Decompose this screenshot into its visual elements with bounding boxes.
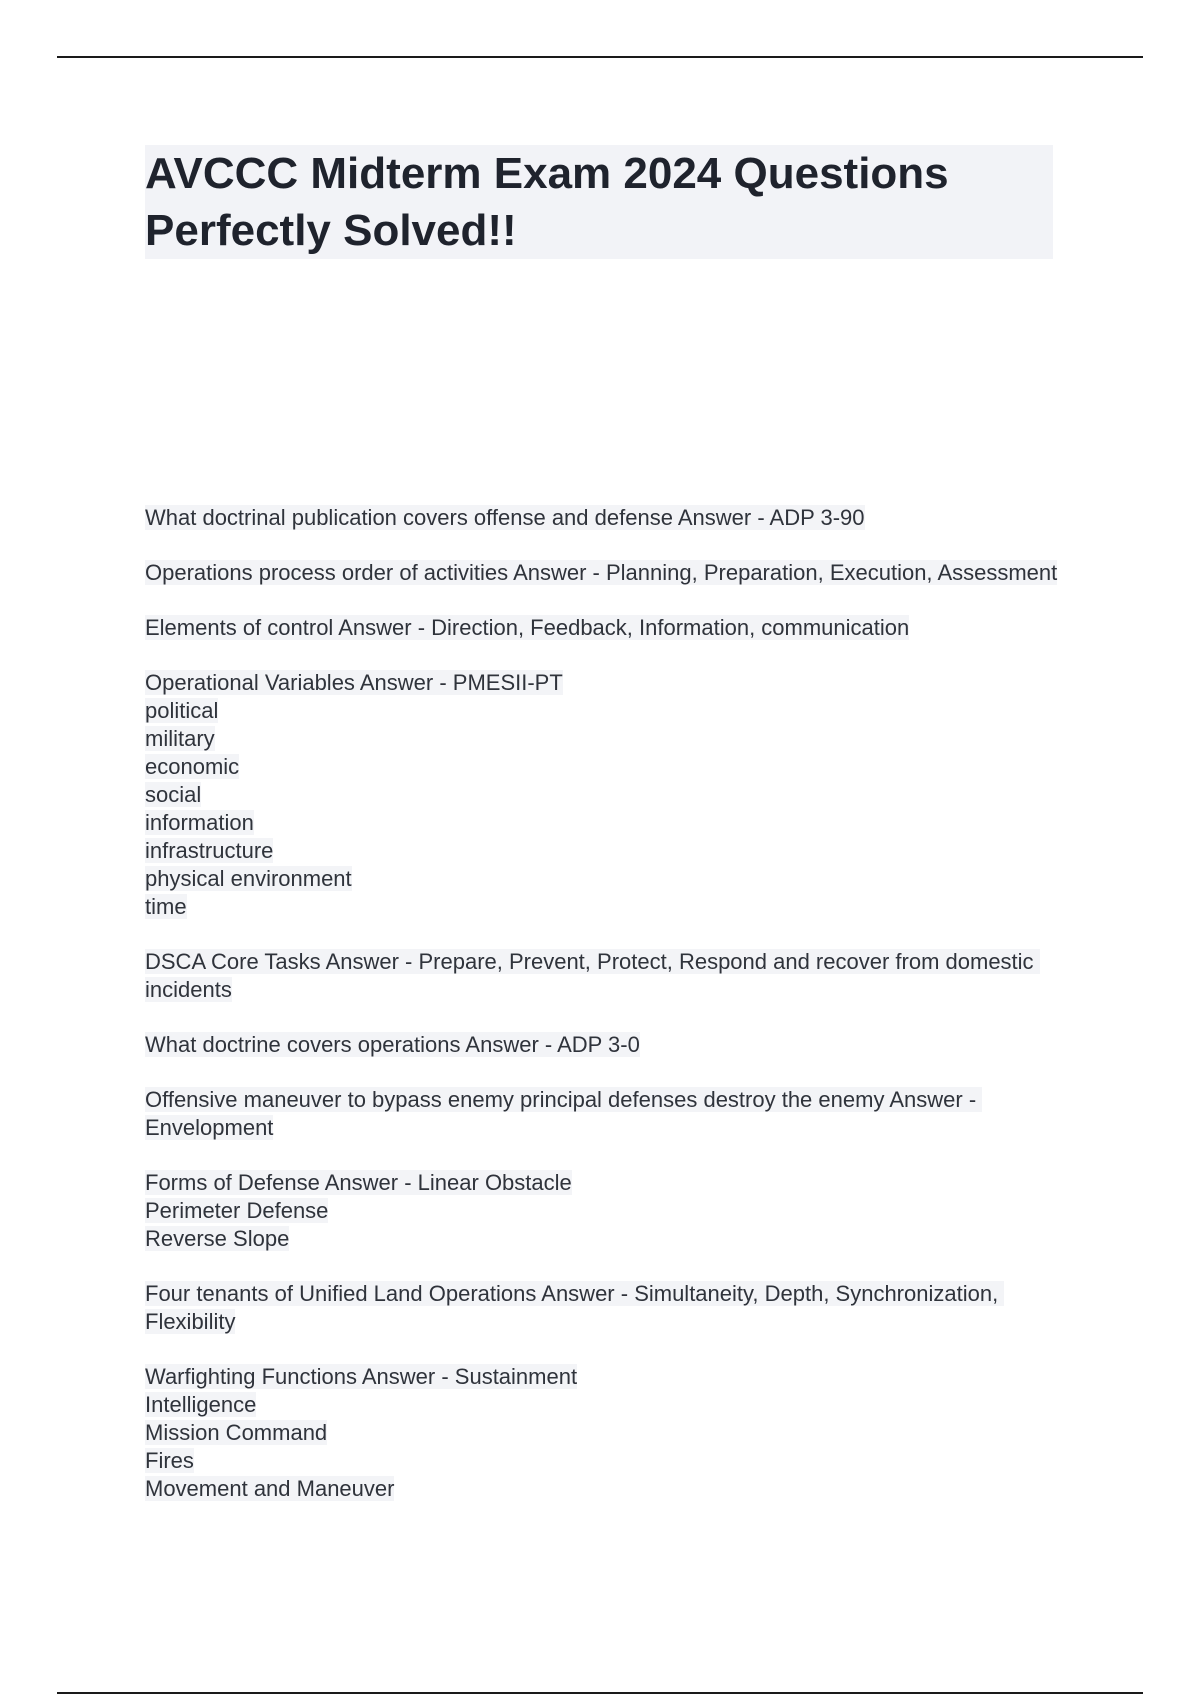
answer-list-item-text: physical environment xyxy=(145,866,352,891)
answer-list-item xyxy=(145,865,1085,893)
answer-text: Envelopment xyxy=(145,1115,274,1140)
answer-list-item-text: Perimeter Defense xyxy=(145,1198,329,1223)
answer-list-item-text: economic xyxy=(145,754,240,779)
qa-main-line xyxy=(145,1364,577,1389)
bottom-rule xyxy=(57,1692,1143,1694)
question-text: Warfighting Functions xyxy=(145,1364,357,1389)
answer-text: Sustainment xyxy=(454,1364,578,1389)
answer-text: Linear Obstacle xyxy=(417,1170,572,1195)
qa-item xyxy=(145,1363,1085,1503)
qa-item xyxy=(145,1280,1085,1336)
title-line-2: Perfectly Solved!! xyxy=(145,206,517,255)
answer-text: ADP 3-90 xyxy=(769,505,865,530)
question-text: DSCA Core Tasks xyxy=(145,949,321,974)
answer-list-item xyxy=(145,753,1085,781)
question-text: Elements of control xyxy=(145,615,334,640)
answer-list-item-text: political xyxy=(145,698,219,723)
answer-list-item xyxy=(145,809,1085,837)
qa-main-line xyxy=(145,670,563,695)
top-rule xyxy=(57,56,1143,58)
question-text: What doctrine covers operations xyxy=(145,1032,461,1057)
answer-label: Answer - xyxy=(324,1170,418,1195)
title-line-1: AVCCC Midterm Exam 2024 Questions xyxy=(145,149,949,198)
qa-main-line xyxy=(145,560,1057,585)
qa-item xyxy=(145,559,1085,587)
answer-list xyxy=(145,1391,1085,1503)
qa-main-line xyxy=(145,615,909,640)
answer-label: Answer - xyxy=(361,1364,455,1389)
question-text: Offensive maneuver to bypass enemy principal defenses destroy the enemy xyxy=(145,1087,885,1112)
answer-list-item xyxy=(145,697,1085,725)
answer-text: Planning, Preparation, Execution, Assessment xyxy=(606,560,1058,585)
qa-item xyxy=(145,669,1085,921)
qa-item xyxy=(145,1086,1085,1142)
answer-list xyxy=(145,697,1085,921)
qa-main-line xyxy=(145,505,865,530)
answer-list-item xyxy=(145,1447,1085,1475)
answer-label: Answer - xyxy=(677,505,770,530)
qa-main-line xyxy=(145,949,1040,1002)
answer-text: Simultaneity, Depth, Synchronization, Flexibility xyxy=(145,1281,1005,1334)
answer-list-item xyxy=(145,1225,1085,1253)
answer-list-item xyxy=(145,725,1085,753)
question-text: Operational Variables xyxy=(145,670,355,695)
answer-list-item xyxy=(145,1419,1085,1447)
answer-label: Answer - xyxy=(465,1032,558,1057)
answer-list-item-text: Mission Command xyxy=(145,1420,328,1445)
answer-label: Answer - xyxy=(359,670,453,695)
answer-list-item-text: infrastructure xyxy=(145,838,274,863)
question-text: What doctrinal publication covers offense and defense xyxy=(145,505,673,530)
question-text: Forms of Defense xyxy=(145,1170,320,1195)
question-answer-list xyxy=(145,504,1085,1530)
answer-list-item-text: social xyxy=(145,782,202,807)
answer-list-item xyxy=(145,893,1085,921)
answer-list-item xyxy=(145,837,1085,865)
answer-list xyxy=(145,1197,1085,1253)
question-text: Operations process order of activities xyxy=(145,560,509,585)
answer-list-item xyxy=(145,781,1085,809)
answer-label: Answer - xyxy=(338,615,432,640)
answer-text: Direction, Feedback, Information, communication xyxy=(431,615,910,640)
answer-list-item xyxy=(145,1391,1085,1419)
qa-main-line xyxy=(145,1170,572,1195)
qa-item xyxy=(145,1169,1085,1253)
qa-item xyxy=(145,504,1085,532)
answer-label: Answer - xyxy=(889,1087,983,1112)
answer-list-item-text: Fires xyxy=(145,1448,194,1473)
answer-list-item xyxy=(145,1197,1085,1225)
answer-list-item-text: Reverse Slope xyxy=(145,1226,290,1251)
qa-item xyxy=(145,1031,1085,1059)
answer-list-item-text: Movement and Maneuver xyxy=(145,1476,395,1501)
qa-item xyxy=(145,614,1085,642)
answer-label: Answer - xyxy=(541,1281,635,1306)
answer-list-item xyxy=(145,1475,1085,1503)
question-text: Four tenants of Unified Land Operations xyxy=(145,1281,537,1306)
answer-text: Prepare, Prevent, Protect, Respond and recover from domestic incidents xyxy=(145,949,1040,1002)
answer-text: PMESII-PT xyxy=(452,670,563,695)
answer-list-item-text: military xyxy=(145,726,215,751)
answer-text: ADP 3-0 xyxy=(557,1032,640,1057)
answer-list-item-text: time xyxy=(145,894,187,919)
qa-main-line xyxy=(145,1281,1004,1334)
answer-label: Answer - xyxy=(513,560,606,585)
document-title xyxy=(145,145,1053,259)
answer-label: Answer - xyxy=(325,949,419,974)
qa-item xyxy=(145,948,1085,1004)
answer-list-item-text: information xyxy=(145,810,254,835)
qa-main-line xyxy=(145,1032,640,1057)
qa-main-line xyxy=(145,1087,982,1140)
answer-list-item-text: Intelligence xyxy=(145,1392,257,1417)
